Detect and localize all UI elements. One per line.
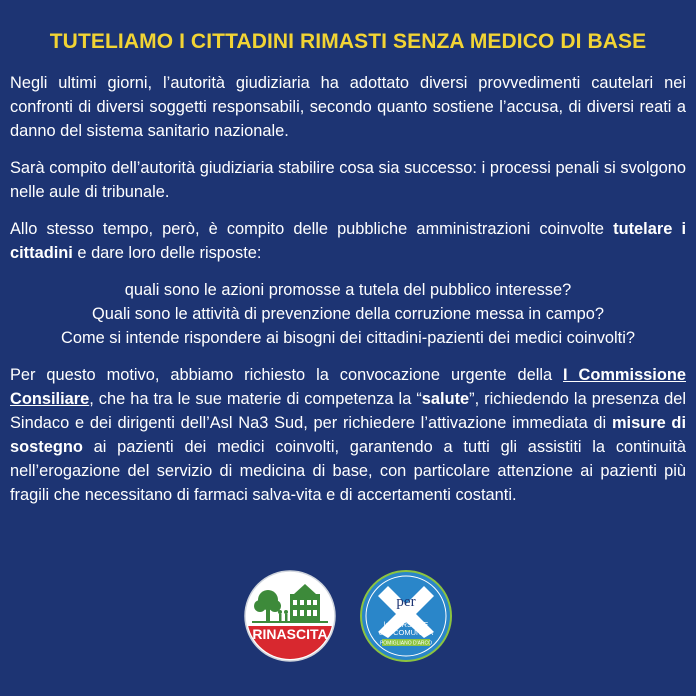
rinascita-logo: [244, 570, 336, 662]
per-logo-line-3: POMIGLIANO D'ARCO: [379, 640, 433, 647]
paragraph-3-after: e dare loro delle risposte:: [72, 244, 262, 262]
paragraph-4-part-3: ”, richiedendo la presenza del Sindaco e dei dirigenti dell’Asl Na3 Sud, per richiedere l’attivazione immediata di: [10, 390, 687, 432]
paragraph-3-before: Allo stesso tempo, però, è compito delle pubbliche amministrazioni coinvolte: [10, 220, 614, 238]
paragraph-2: Sarà compito dell’autorità giudiziaria stabilire cosa sia successo: i processi penali si svolgono nelle aule di tribunale.: [10, 159, 686, 201]
question-2: Quali sono le attività di prevenzione della corruzione messa in campo?: [91, 305, 605, 323]
per-logo-line-2: e le COMUNITÀ: [378, 628, 434, 637]
rinascita-logo-text: RINASCITA: [252, 626, 328, 642]
commission-link: I Commissione Consiliare: [10, 366, 686, 408]
logos: [0, 570, 696, 690]
body-text: [10, 71, 686, 520]
questions-list: [10, 278, 686, 350]
question-3: Come si intende rispondere ai bisogni dei cittadini-pazienti dei medici coinvolti?: [61, 329, 635, 347]
page-title: TUTELIAMO I CITTADINI RIMASTI SENZA MEDICO DI BASE: [49, 30, 647, 53]
per-logo-word: per: [396, 594, 416, 610]
salute-bold: salute: [421, 390, 470, 408]
paragraph-1: Negli ultimi giorni, l’autorità giudiziaria ha adottato diversi provvedimenti cautelari nei confronti di diversi soggetti responsabili, secondo quanto sostiene l’accusa, di diversi reati a danno del sistema sanitario nazionale.: [10, 74, 686, 140]
paragraph-4-part-4: ai pazienti dei medici coinvolti, garantendo a tutti gli assistiti la continuità nell’erogazione del servizio di medicina di base, con particolare attenzione ai pazienti più fragili che necessitano di farmaci salva-vita e di accertamenti costanti.: [10, 438, 686, 504]
per-logo-line-1: le PERSONE: [383, 620, 429, 629]
question-1: quali sono le azioni promosse a tutela del pubblico interesse?: [124, 281, 572, 299]
paragraph-4-part-2: , che ha tra le sue materie di competenza la “: [89, 390, 422, 408]
paragraph-4: [10, 363, 686, 507]
misure-bold: misure di sostegno: [10, 414, 686, 456]
paragraph-4-part-1: Per questo motivo, abbiamo richiesto la convocazione urgente della: [10, 366, 564, 384]
per-logo: [360, 570, 452, 662]
paragraph-3-bold: tutelare i cittadini: [10, 220, 686, 262]
paragraph-3: [10, 217, 686, 265]
